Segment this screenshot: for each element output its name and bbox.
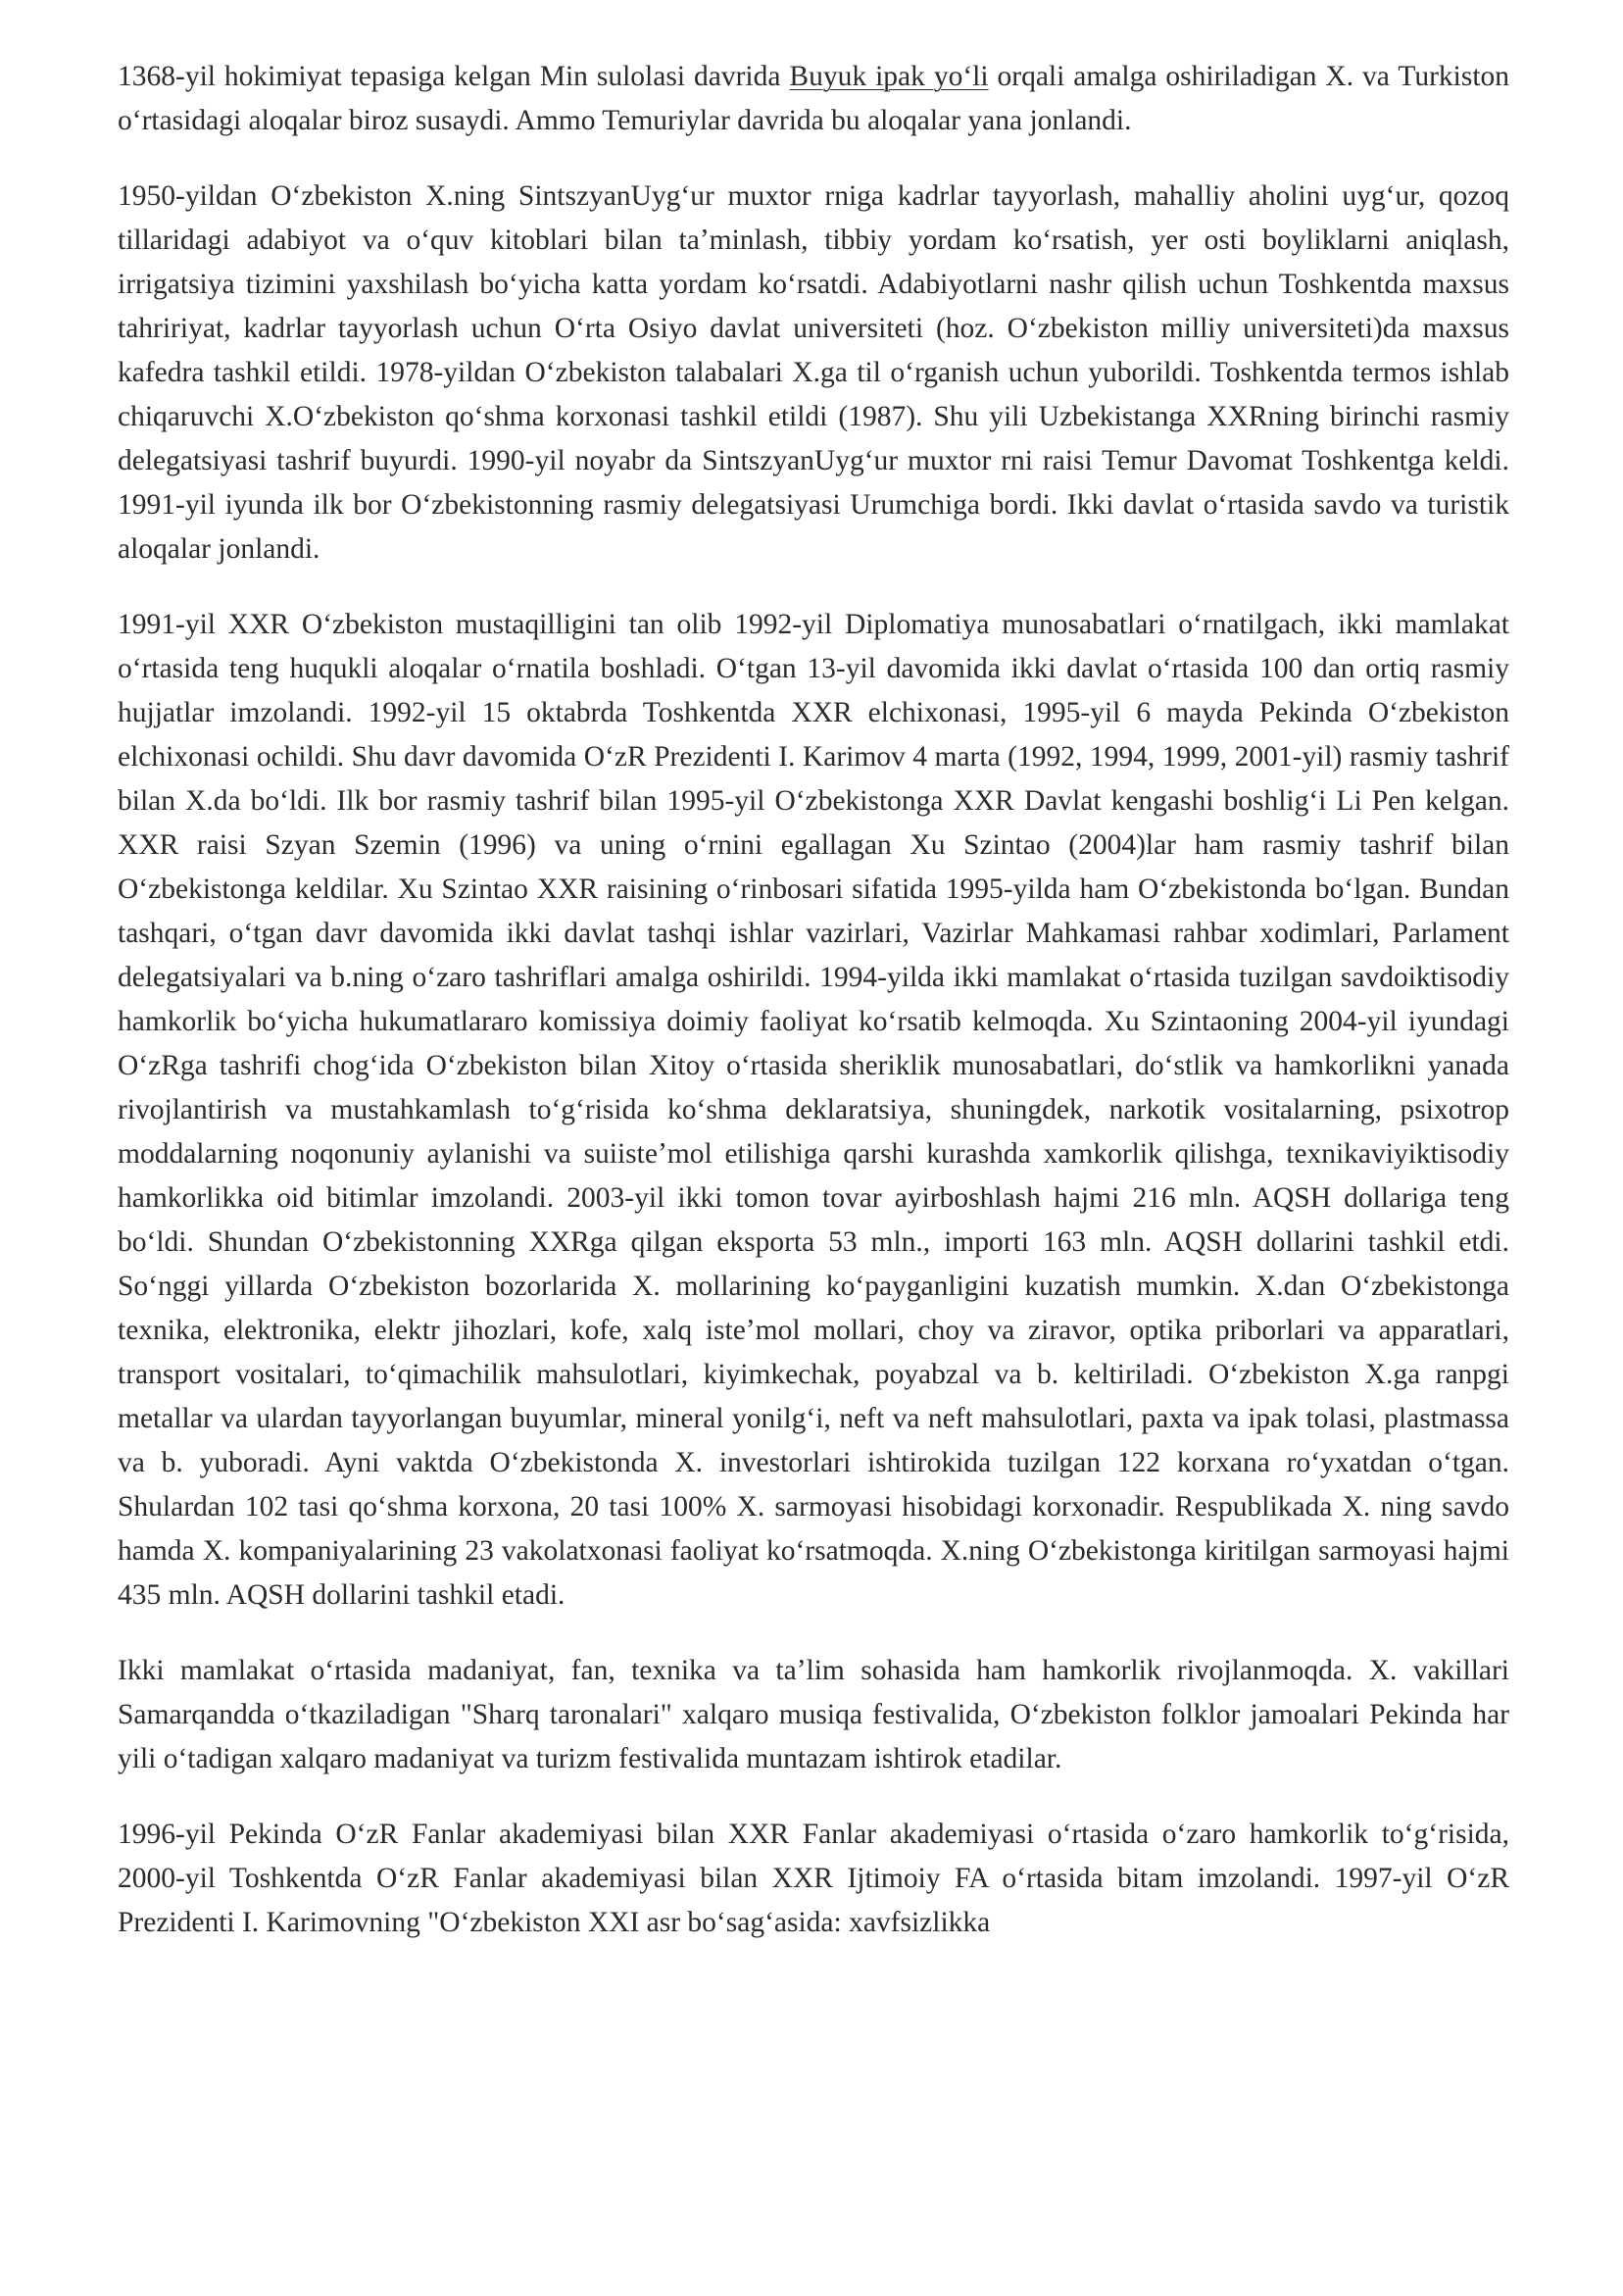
silk-road-link[interactable]: Buyuk ipak yoʻli xyxy=(789,61,989,92)
document-page xyxy=(118,55,1509,1976)
paragraph-2: 1950-yildan Oʻzbekiston X.ning SintszyanUygʻur muxtor rniga kadrlar tayyorlash, mahalliy aholini uygʻur, qozoq tillaridagi adabiyot va oʻquv kitoblari bilan taʼminlash, tibbiy yordam koʻrsatish, yer osti boyliklarni aniqlash, irrigatsiya tizimini yaxshilash boʻyicha katta yordam koʻrsatdi. Adabiyotlarni nashr qilish uchun Toshkentda maxsus tahririyat, kadrlar tayyorlash uchun Oʻrta Osiyo davlat universiteti (hoz. Oʻzbekiston milliy universiteti)da maxsus kafedra tashkil etildi. 1978-yildan Oʻzbekiston talabalari X.ga til oʻrganish uchun yuborildi. Toshkentda termos ishlab chiqaruvchi X.Oʻzbekiston qoʻshma korxonasi tashkil etildi (1987). Shu yili Uzbekistanga XXRning birinchi rasmiy delegatsiyasi tashrif buyurdi. 1990-yil noyabr da SintszyanUygʻur muxtor rni raisi Temur Davomat Toshkentga keldi. 1991-yil iyunda ilk bor Oʻzbekistonning rasmiy delegatsiyasi Urumchiga bordi. Ikki davlat oʻrtasida savdo va turistik aloqalar jonlandi. xyxy=(118,180,1509,565)
paragraph-3: 1991-yil XXR Oʻzbekiston mustaqilligini tan olib 1992-yil Diplomatiya munosabatlari oʻrnatilgach, ikki mamlakat oʻrtasida teng huqukli aloqalar oʻrnatila boshladi. Oʻtgan 13-yil davomida ikki davlat oʻrtasida 100 dan ortiq rasmiy hujjatlar imzolandi. 1992-yil 15 oktabrda Toshkentda XXR elchixonasi, 1995-yil 6 mayda Pekinda Oʻzbekiston elchixonasi ochildi. Shu davr davomida OʻzR Prezidenti I. Karimov 4 marta (1992, 1994, 1999, 2001-yil) rasmiy tashrif bilan X.da boʻldi. Ilk bor rasmiy tashrif bilan 1995-yil Oʻzbekistonga XXR Davlat kengashi boshligʻi Li Pen kelgan. XXR raisi Szyan Szemin (1996) va uning oʻrnini egallagan Xu Szintao (2004)lar ham rasmiy tashrif bilan Oʻzbekistonga keldilar. Xu Szintao XXR raisining oʻrinbosari sifatida 1995-yilda ham Oʻzbekistonda boʻlgan. Bundan tashqari, oʻtgan davr davomida ikki davlat tashqi ishlar vazirlari, Vazirlar Mahkamasi rahbar xodimlari, Parlament delegatsiyalari va b.ning oʻzaro tashriflari amalga oshirildi. 1994-yilda ikki mamlakat oʻrtasida tuzilgan savdoiktisodiy hamkorlik boʻyicha hukumatlararo komissiya doimiy faoliyat koʻrsatib kelmoqda. Xu Szintaoning 2004-yil iyundagi OʻzRga tashrifi chogʻida Oʻzbekiston bilan Xitoy oʻrtasida sheriklik munosabatlari, doʻstlik va hamkorlikni yanada rivojlantirish va mustahkamlash toʻgʻrisida koʻshma deklaratsiya, shuningdek, narkotik vositalarning, psixotrop moddalarning noqonuniy aylanishi va suiisteʼmol etilishiga qarshi kurashda xamkorlik qilishga, texnikaviyiktisodiy hamkorlikka oid bitimlar imzolandi. 2003-yil ikki tomon tovar ayirboshlash hajmi 216 mln. AQSH dollariga teng boʻldi. Shundan Oʻzbekistonning XXRga qilgan eksporta 53 mln., importi 163 mln. AQSH dollarini tashkil etdi. Soʻnggi yillarda Oʻzbekiston bozorlarida X. mollarining koʻpayganligini kuzatish mumkin. X.dan Oʻzbekistonga texnika, elektronika, elektr jihozlari, kofe, xalq isteʼmol mollari, choy va ziravor, optika priborlari va apparatlari, transport vositalari, toʻqimachilik mahsulotlari, kiyimkechak, poyabzal va b. keltiriladi. Oʻzbekiston X.ga ranpgi metallar va ulardan tayyorlangan buyumlar, mineral yonilgʻi, neft va neft mahsulotlari, paxta va ipak tolasi, plastmassa va b. yuboradi. Ayni vaktda Oʻzbekistonda X. investorlari ishtirokida tuzilgan 122 korxana roʻyxatdan oʻtgan. Shulardan 102 tasi qoʻshma korxona, 20 tasi 100% X. sarmoyasi hisobidagi korxonadir. Respublikada X. ning savdo hamda X. kompaniyalarining 23 vakolatxonasi faoliyat koʻrsatmoqda. X.ning Oʻzbekistonga kiritilgan sarmoyasi hajmi 435 mln. AQSH dollarini tashkil etadi. xyxy=(118,609,1509,1611)
paragraph-5: 1996-yil Pekinda OʻzR Fanlar akademiyasi bilan XXR Fanlar akademiyasi oʻrtasida oʻzaro hamkorlik toʻgʻrisida, 2000-yil Toshkentda OʻzR Fanlar akademiyasi bilan XXR Ijtimoiy FA oʻrtasida bitam imzolandi. 1997-yil OʻzR Prezidenti I. Karimovning "Oʻzbekiston XXI asr boʻsagʻasida: xavfsizlikka xyxy=(118,1819,1509,1938)
paragraph-4: Ikki mamlakat oʻrtasida madaniyat, fan, texnika va taʼlim sohasida ham hamkorlik rivojlanmoqda. X. vakillari Samarqandda oʻtkaziladigan "Sharq taronalari" xalqaro musiqa festivalida, Oʻzbekiston folklor jamoalari Pekinda har yili oʻtadigan xalqaro madaniyat va turizm festivalida muntazam ishtirok etadilar. xyxy=(118,1655,1509,1774)
paragraph-1 xyxy=(118,55,1509,143)
paragraph-1-text-after: orqali amalga oshiriladigan X. va Turkiston oʻrtasidagi aloqalar biroz susaydi. Ammo Temuriylar davrida bu aloqalar yana jonlandi. xyxy=(118,61,1510,136)
paragraph-1-text-before: 1368-yil hokimiyat tepasiga kelgan Min sulolasi davrida xyxy=(118,61,790,92)
